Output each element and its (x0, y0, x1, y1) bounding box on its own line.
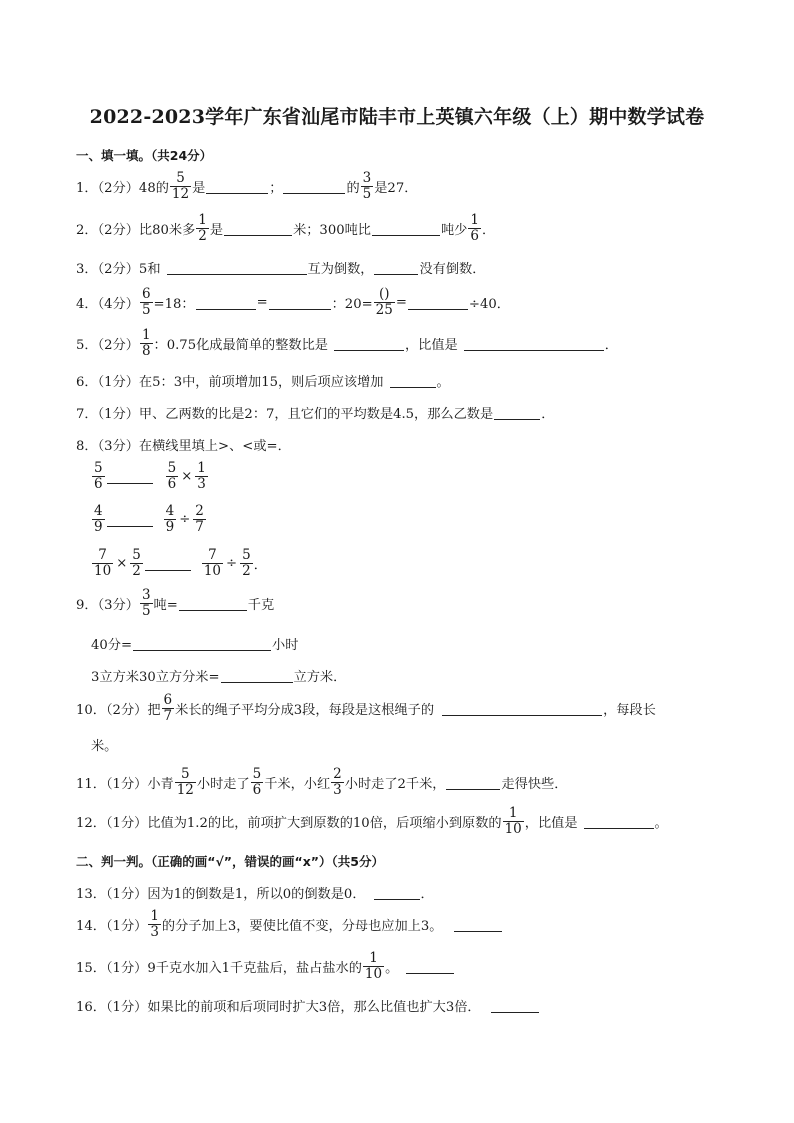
comparison-blank[interactable] (145, 556, 191, 571)
question-15: 15．（1分）9千克水加入1千克盐后，盐占盐水的 $\frac{1}{10}$ 。 (76, 946, 455, 986)
question-9-part-3: 3立方米30立方分米= 立方米． (91, 669, 347, 685)
answer-blank[interactable] (454, 917, 502, 932)
fraction: $\frac{4}{9}$ (94, 503, 103, 535)
answer-blank[interactable] (446, 775, 500, 790)
question-8-row-2: $\frac{4}{9}$ $\frac{4}{9}$ ÷ $\frac{2}{7}$ (94, 503, 204, 535)
question-13: 13．（1分）因为1的倒数是1，所以0的倒数是0． ． (76, 886, 434, 902)
comparison-blank[interactable] (107, 512, 153, 527)
question-11: 11．（1分）小青 $\frac{5}{12}$ 小时走了 $\frac{5}{6}$ 千米，小红 $\frac{2}{3}$ 小时走了2千米， 走得快些． (76, 766, 568, 798)
answer-blank[interactable] (374, 885, 420, 900)
question-9-part-2: 40分= 小时 (91, 637, 299, 653)
question-4: 4．（4分） $\frac{6}{5}$ =18： = ：20= $\frac{()}{25}$ = ÷40． (76, 286, 510, 318)
answer-blank[interactable] (491, 998, 539, 1013)
answer-blank[interactable] (390, 373, 436, 388)
question-8-row-1: $\frac{5}{6}$ $\frac{5}{6}$ × $\frac{1}{3}$ (94, 460, 206, 492)
page-title: 2022-2023学年广东省汕尾市陆丰市上英镇六年级（上）期中数学试卷 (89, 106, 705, 128)
answer-blank[interactable] (179, 596, 247, 611)
fraction: $\frac{1}{8}$ (141, 327, 151, 359)
question-16: 16．（1分）如果比的前项和后项同时扩大3倍，那么比值也扩大3倍． (76, 985, 540, 1025)
answer-blank[interactable] (334, 336, 404, 351)
fraction: $\frac{5}{6}$ (167, 460, 177, 492)
answer-blank[interactable] (167, 260, 307, 275)
fraction: $\frac{()}{25}$ (375, 286, 393, 318)
answer-blank[interactable] (584, 814, 654, 829)
fraction: $\frac{7}{10}$ (94, 547, 112, 579)
answer-blank[interactable] (196, 295, 256, 310)
question-7: 7．（1分）甲、乙两数的比是2：7，且它们的平均数是4.5，那么乙数是 ． (76, 406, 555, 422)
fraction: $\frac{3}{5}$ (362, 170, 372, 202)
answer-blank[interactable] (464, 336, 604, 351)
question-8-row-3: $\frac{7}{10}$ × $\frac{5}{2}$ $\frac{7}{10}$ ÷ $\frac{5}{2}$ ． (94, 547, 267, 579)
answer-blank[interactable] (269, 295, 331, 310)
fraction: $\frac{2}{3}$ (333, 766, 342, 798)
question-10-continued: 米。 (91, 738, 118, 754)
answer-blank[interactable] (494, 405, 540, 420)
fraction: $\frac{6}{7}$ (163, 692, 173, 724)
fraction: $\frac{5}{2}$ (132, 547, 141, 579)
comparison-blank[interactable] (107, 469, 153, 484)
question-9: 9．（3分） $\frac{3}{5}$ 吨= 千克 (76, 587, 275, 619)
answer-blank[interactable] (224, 221, 292, 236)
fraction: $\frac{4}{9}$ (165, 503, 175, 535)
question-8: 8．（3分）在横线里填上>、<或=． (76, 438, 291, 454)
answer-blank[interactable] (374, 260, 418, 275)
question-12: 12．（1分）比值为1.2的比，前项扩大到原数的10倍，后项缩小到原数的 $\frac{1}{10}$ ，比值是 。 (76, 805, 668, 837)
answer-blank[interactable] (372, 221, 440, 236)
question-1: 1．（2分）48的 $\frac{5}{12}$ 是 ； 的 $\frac{3}{5}$ 是27． (76, 170, 418, 202)
section-heading-fill-in: 一、填一填。（共24分） (76, 148, 213, 163)
answer-blank[interactable] (221, 668, 293, 683)
fraction: $\frac{1}{2}$ (198, 212, 207, 244)
answer-blank[interactable] (133, 636, 271, 651)
question-5: 5．（2分） $\frac{1}{8}$ ：0.75化成最简单的整数比是 ，比值是 ． (76, 327, 618, 359)
fraction: $\frac{5}{12}$ (171, 170, 190, 202)
question-6: 6．（1分）在5：3中，前项增加15，则后项应该增加 。 (76, 374, 450, 390)
answer-blank[interactable] (206, 179, 268, 194)
answer-blank[interactable] (406, 959, 454, 974)
fraction: $\frac{5}{2}$ (242, 547, 251, 579)
answer-blank[interactable] (283, 179, 345, 194)
fraction: $\frac{1}{10}$ (504, 805, 522, 837)
fraction: $\frac{1}{10}$ (364, 950, 383, 982)
fraction: $\frac{5}{6}$ (94, 460, 103, 492)
fraction: $\frac{5}{12}$ (176, 766, 194, 798)
fraction: $\frac{1}{3}$ (197, 460, 206, 492)
fraction: $\frac{6}{5}$ (141, 286, 151, 318)
fraction: $\frac{7}{10}$ (203, 547, 222, 579)
section-heading-true-false: 二、判一判。（正确的画“√”，错误的画“x”）（共5分） (76, 854, 384, 869)
answer-blank[interactable] (408, 295, 468, 310)
question-3: 3．（2分）5和 互为倒数， 没有倒数． (76, 261, 486, 277)
fraction: $\frac{5}{6}$ (252, 766, 262, 798)
fraction: $\frac{3}{5}$ (141, 587, 151, 619)
question-14: 14．（1分） $\frac{1}{3}$ 的分子加上3，要使比值不变，分母也应加上3。 (76, 904, 503, 944)
fraction: $\frac{1}{6}$ (470, 212, 479, 244)
question-10: 10．（2分）把 $\frac{6}{7}$ 米长的绳子平均分成3段，每段是这根绳子的 ，每段长 (76, 692, 656, 724)
fraction: $\frac{1}{3}$ (150, 908, 159, 940)
fraction: $\frac{2}{7}$ (195, 503, 204, 535)
answer-blank[interactable] (442, 701, 602, 716)
question-2: 2．（2分）比80米多 $\frac{1}{2}$ 是 米；300吨比 吨少 $\frac{1}{6}$ ． (76, 212, 496, 244)
